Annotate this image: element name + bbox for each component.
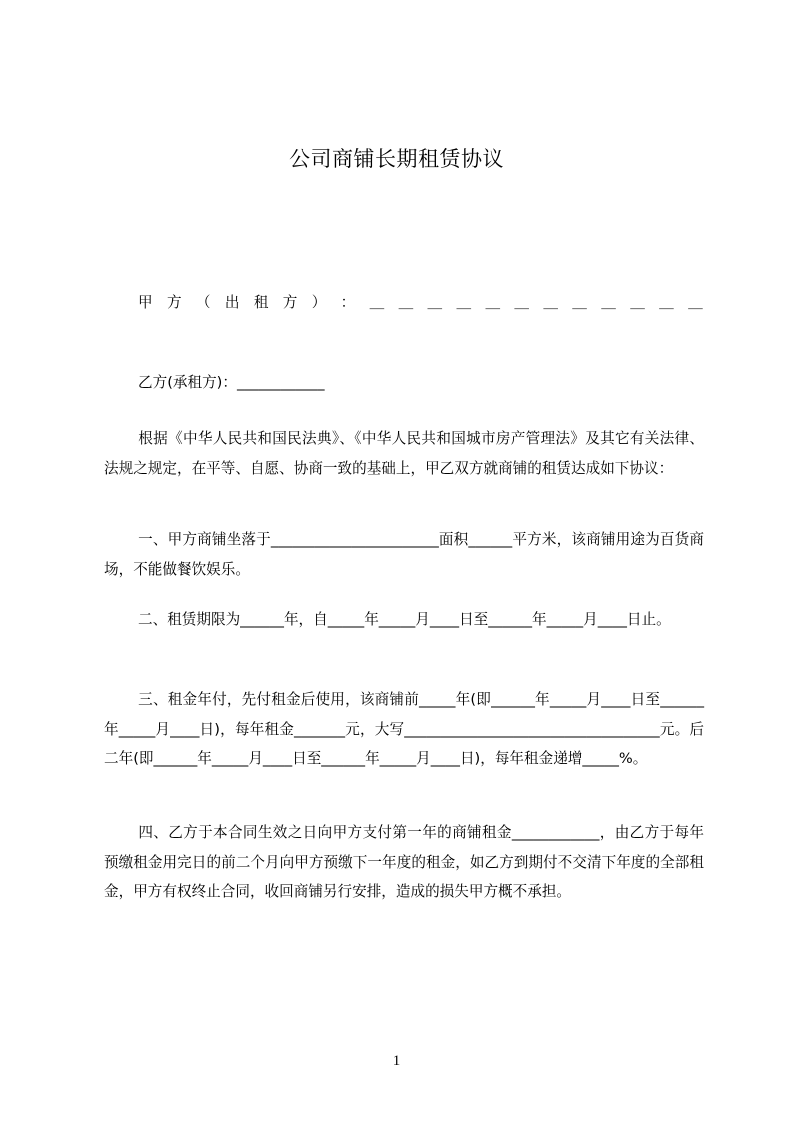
page-number: 1 — [392, 1053, 401, 1069]
party-a-char: ＿ — [369, 294, 385, 311]
party-a-char: ＿ — [485, 294, 501, 311]
party-a-char: ＿ — [630, 294, 645, 311]
clause-2-text: 二、租赁期限为______年，自_____年_____月____日至______年_____月____日止。 — [138, 611, 671, 628]
clause-4-text: 四、乙方于本合同生效之日向甲方支付第一年的商铺租金____________，由乙方于每年预缴租金用完日的前二个月向甲方预缴下一年度的租金，如乙方到期付不交清下年度的全部租金，甲方有权终止合同，收回商铺另行安排，造成的损失甲方概不承担。 — [104, 824, 704, 900]
party-a-char: 方 — [282, 294, 298, 311]
party-a-char: 方 — [166, 294, 182, 311]
party-a-char: 租 — [253, 294, 269, 311]
clause-2-paragraph — [104, 605, 704, 635]
party-a-char: ＿ — [543, 294, 558, 311]
party-a-char: ） — [311, 294, 327, 311]
party-a-char: ＿ — [456, 294, 472, 311]
party-a-char: 出 — [224, 294, 240, 311]
document-title: 公司商铺长期租赁协议 — [289, 147, 504, 171]
clause-1-text: 一、甲方商铺坐落于_______________________面积______平方米，该商铺用途为百货商场，不能做餐饮娱乐。 — [104, 531, 704, 578]
clause-1-paragraph — [104, 525, 704, 584]
party-a-char: ＿ — [427, 294, 443, 311]
party-a-char: 甲 — [138, 294, 153, 311]
party-a-char: （ — [195, 294, 211, 311]
party-a-char: ＿ — [398, 294, 414, 311]
party-a-line — [138, 288, 703, 317]
party-a-char: ＿ — [601, 294, 616, 311]
preamble-paragraph — [104, 424, 704, 483]
party-a-char: ＿ — [688, 294, 703, 311]
preamble-text: 根据《中华人民共和国民法典》、《中华人民共和国城市房产管理法》及其它有关法律、法规之规定，在平等、自愿、协商一致的基础上，甲乙双方就商铺的租赁达成如下协议： — [104, 430, 704, 477]
party-b-line: 乙方(承租方)：____________ — [138, 374, 325, 391]
clause-4-paragraph — [104, 818, 704, 907]
party-a-char: ＿ — [514, 294, 529, 311]
clause-3-text: 三、租金年付，先付租金后使用，该商铺前_____年(即______年_____月____日至______年_____月____日)，每年租金_______元，大写___________________________________元。后二年(即______年_____月____日至______年_____月____日)，每年租金递增_____%。 — [104, 691, 704, 767]
clause-3-paragraph — [104, 685, 704, 774]
party-a-char: ＿ — [659, 294, 674, 311]
party-a-char: ： — [340, 294, 356, 311]
party-a-char: ＿ — [572, 294, 587, 311]
